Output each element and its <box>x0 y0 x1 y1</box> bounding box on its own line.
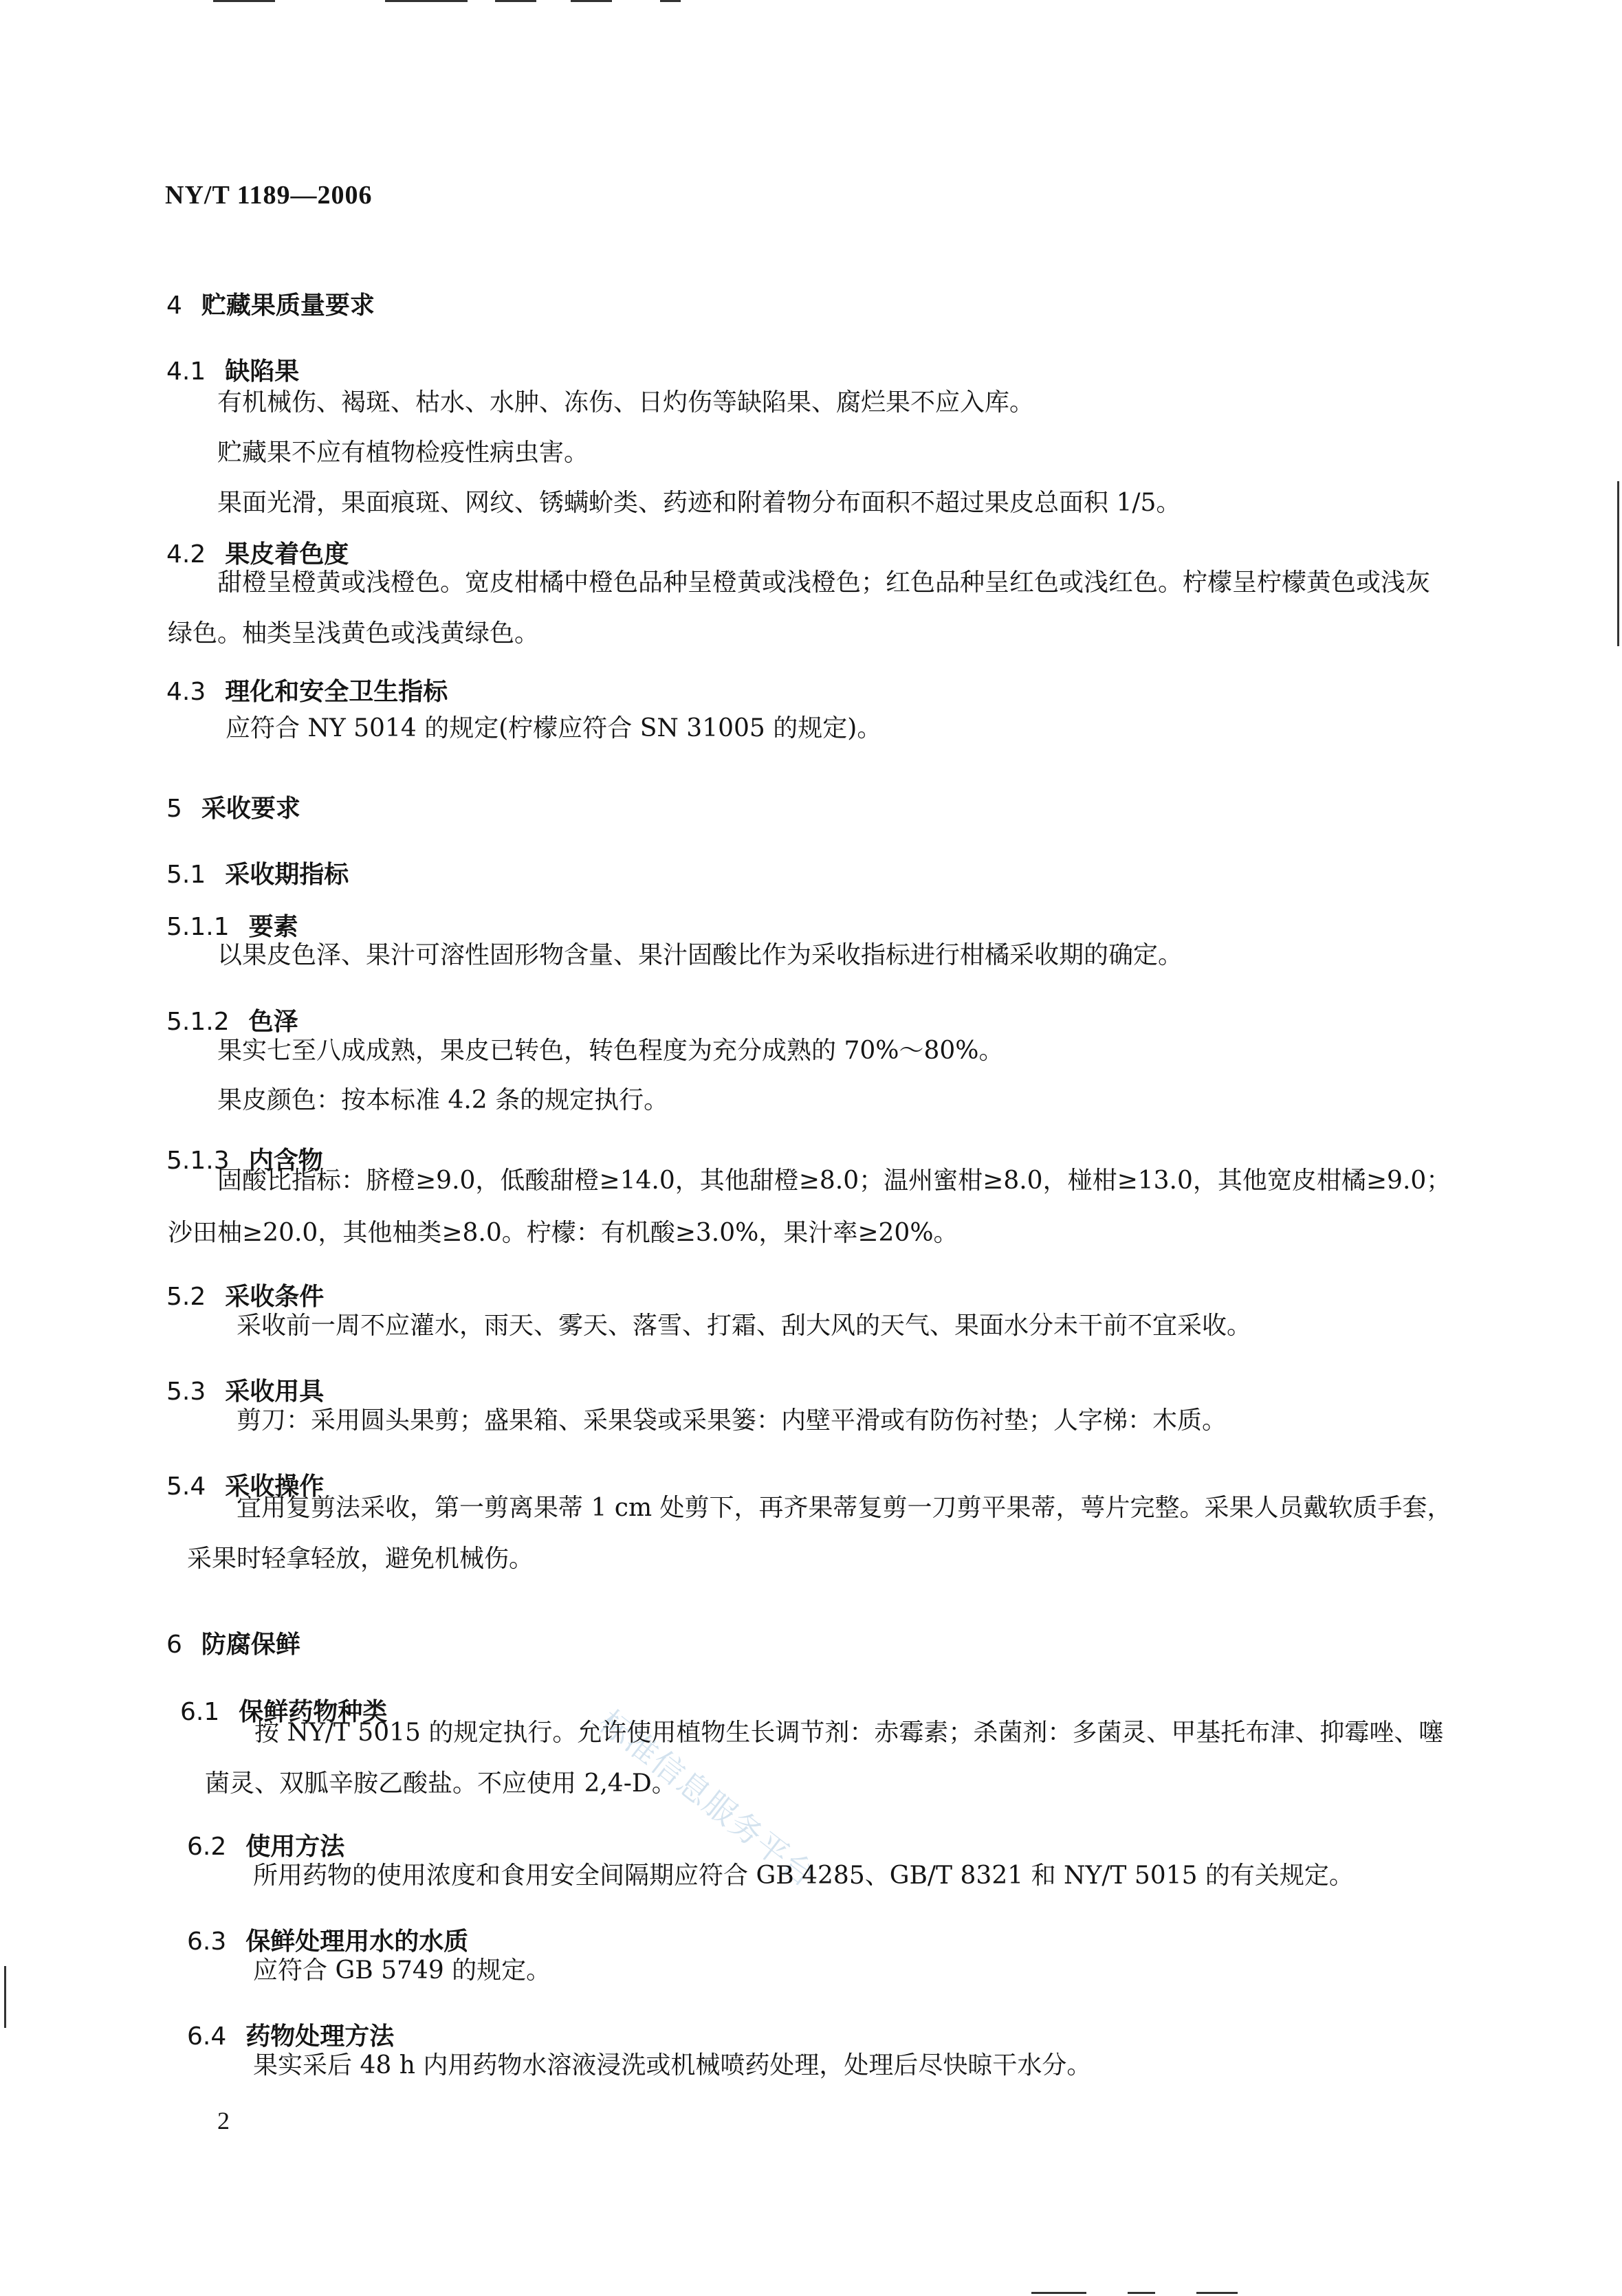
section-6-4-para-1: 果实采后 48 h 内用药物水溶液浸洗或机械喷药处理，处理后尽快晾干水分。 <box>253 2051 1092 2079</box>
section-4-title: 贮藏果质量要求 <box>201 291 375 320</box>
section-4-3-title: 理化和安全卫生指标 <box>225 678 448 706</box>
section-5-1-2-para-1: 果实七至八成成熟，果皮已转色，转色程度为充分成熟的 70%～80%。 <box>217 1037 1004 1065</box>
section-6-2-title: 使用方法 <box>245 1833 345 1861</box>
section-4-2-para-1: 甜橙呈橙黄或浅橙色。宽皮柑橘中橙色品种呈橙黄或浅橙色；红色品种呈红色或浅红色。柠檬呈柠檬黄色或浅灰绿色。柚类呈浅黄色或浅黄绿色。 <box>168 569 1431 648</box>
section-6-4-title: 药物处理方法 <box>245 2022 395 2051</box>
section-4-1-number: 4.1 <box>166 357 206 386</box>
scan-mark-bottom-2 <box>1128 2292 1155 2294</box>
section-5-1-2-number: 5.1.2 <box>166 1008 230 1036</box>
section-5-3-number: 5.3 <box>166 1378 206 1406</box>
section-5-title: 采收要求 <box>201 795 300 823</box>
section-6-3-number: 6.3 <box>187 1928 227 1956</box>
section-5-4-number: 5.4 <box>166 1472 206 1501</box>
section-4-number: 4 <box>166 291 182 320</box>
section-4-2-number: 4.2 <box>166 540 206 569</box>
section-6-heading <box>166 1625 300 1660</box>
section-4-3-para-1: 应符合 NY 5014 的规定(柠檬应符合 SN 31005 的规定)。 <box>226 714 882 742</box>
section-6-3-title: 保鲜处理用水的水质 <box>245 1928 469 1956</box>
section-4-1-para-2: 贮藏果不应有植物检疫性病虫害。 <box>217 439 589 467</box>
section-5-1-title: 采收期指标 <box>225 861 349 889</box>
section-6-2-number: 6.2 <box>187 1833 227 1861</box>
scan-mark-top-4 <box>571 0 612 2</box>
section-5-number: 5 <box>166 795 182 823</box>
section-5-1-heading <box>166 855 349 890</box>
section-4-1-para-3: 果面光滑，果面痕斑、网纹、锈螨蚧类、药迹和附着物分布面积不超过果皮总面积 1/5。 <box>217 489 1181 517</box>
scan-mark-bottom-1 <box>1031 2292 1086 2294</box>
section-6-4-number: 6.4 <box>187 2022 227 2051</box>
section-5-4-para-1: 宜用复剪法采收，第一剪离果蒂 1 cm 处剪下，再齐果蒂复剪一刀剪平果蒂，萼片完整。采果人员戴软质手套，采果时轻拿轻放，避免机械伤。 <box>187 1494 1452 1573</box>
section-5-1-2-para-2: 果皮颜色：按本标准 4.2 条的规定执行。 <box>217 1086 669 1114</box>
section-6-1-title: 保鲜药物种类 <box>239 1698 388 1726</box>
section-6-1-number: 6.1 <box>180 1698 220 1726</box>
section-5-1-1-title: 要素 <box>248 913 298 941</box>
section-5-1-3-title: 内含物 <box>248 1147 323 1175</box>
section-5-1-2-title: 色泽 <box>248 1008 298 1036</box>
standard-code: NY/T 1189—2006 <box>165 181 373 210</box>
scan-mark-top-3 <box>495 0 536 2</box>
section-4-heading <box>166 286 375 321</box>
scan-mark-top-2 <box>385 0 468 2</box>
section-5-1-3-para-1: 固酸比指标：脐橙≥9.0，低酸甜橙≥14.0，其他甜橙≥8.0；温州蜜柑≥8.0，椪柑≥13.0，其他宽皮柑橘≥9.0；沙田柚≥20.0，其他柚类≥8.0。柠檬：有机酸≥3.0%，果汁率≥20%。 <box>168 1167 1451 1247</box>
section-5-3-title: 采收用具 <box>225 1378 325 1406</box>
section-5-2-number: 5.2 <box>166 1283 206 1311</box>
section-5-4-title: 采收操作 <box>225 1472 325 1501</box>
section-4-3-number: 4.3 <box>166 678 206 706</box>
section-6-1-para-1: 按 NY/T 5015 的规定执行。允许使用植物生长调节剂：赤霉素；杀菌剂：多菌灵、甲基托布津、抑霉唑、噻菌灵、双胍辛胺乙酸盐。不应使用 2,4-D。 <box>205 1719 1444 1798</box>
scan-mark-top-5 <box>660 0 681 2</box>
section-4-1-title: 缺陷果 <box>225 357 300 386</box>
section-5-heading <box>166 789 300 824</box>
page-number: 2 <box>217 2107 230 2134</box>
section-5-2-para-1: 采收前一周不应灌水，雨天、雾天、落雪、打霜、刮大风的天气、果面水分未干前不宜采收。 <box>237 1312 1252 1340</box>
section-4-3-heading <box>166 672 448 707</box>
section-5-1-1-number: 5.1.1 <box>166 913 230 941</box>
watermark: 标准信息服务平台 <box>592 1703 824 1895</box>
section-6-2-para-1: 所用药物的使用浓度和食用安全间隔期应符合 GB 4285、GB/T 8321 和 NY/T 5015 的有关规定。 <box>253 1862 1354 1890</box>
section-5-1-1-para-1: 以果皮色泽、果汁可溶性固形物含量、果汁固酸比作为采收指标进行柑橘采收期的确定。 <box>217 941 1183 969</box>
section-6-title: 防腐保鲜 <box>201 1631 300 1659</box>
section-4-1-para-1: 有机械伤、褐斑、枯水、水肿、冻伤、日灼伤等缺陷果、腐烂果不应入库。 <box>217 388 1035 417</box>
scan-mark-top-1 <box>213 0 275 2</box>
scan-mark-bottom-3 <box>1196 2292 1238 2294</box>
section-6-3-para-1: 应符合 GB 5749 的规定。 <box>253 1956 551 1985</box>
section-5-1-number: 5.1 <box>166 861 206 889</box>
section-6-number: 6 <box>166 1631 182 1659</box>
section-5-3-para-1: 剪刀：采用圆头果剪；盛果箱、采果袋或采果篓：内壁平滑或有防伤衬垫；人字梯：木质。 <box>237 1406 1227 1435</box>
section-4-2-title: 果皮着色度 <box>225 540 349 569</box>
section-5-1-3-number: 5.1.3 <box>166 1147 230 1175</box>
scan-mark-right-edge <box>1617 481 1619 646</box>
section-5-2-title: 采收条件 <box>225 1283 325 1311</box>
scan-mark-left-edge <box>4 1966 6 2028</box>
